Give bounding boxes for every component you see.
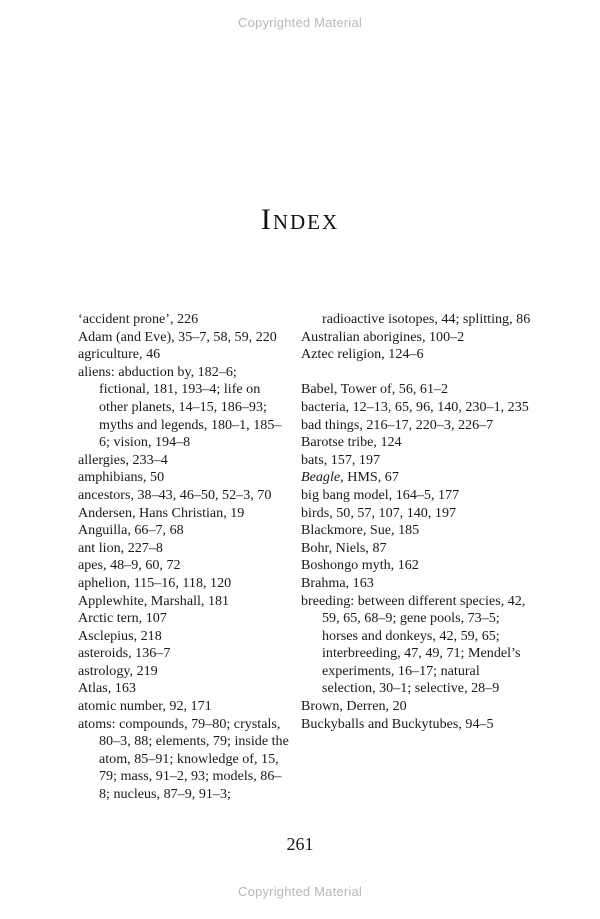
index-entry: Adam (and Eve), 35–7, 58, 59, 220: [78, 328, 277, 345]
copyright-watermark-top: Copyrighted Material: [238, 15, 362, 30]
index-entry: allergies, 233–4: [78, 451, 168, 468]
index-entry-beagle: [301, 469, 531, 487]
index-entry: ‘accident prone’, 226: [78, 311, 199, 327]
index-entry: atomic number, 92, 171: [78, 698, 212, 715]
page-number: 261: [286, 834, 314, 854]
index-entry: apes, 48–9, 60, 72: [78, 557, 181, 574]
index-entry-continuation: radioactive isotopes, 44; splitting, 86: [322, 311, 531, 327]
index-entry: ant lion, 227–8: [78, 539, 163, 556]
index-entry: Anguilla, 66–7, 68: [78, 522, 184, 539]
letter-group-separator: [301, 364, 531, 382]
index-entry: ancestors, 38–43, 46–50, 52–3, 70: [78, 486, 272, 503]
index-entry: Brown, Derren, 20: [301, 698, 407, 715]
index-entry: Australian aborigines, 100–2: [301, 328, 465, 345]
index-entry: Aztec religion, 124–6: [301, 346, 424, 363]
index-entry: Bohr, Niels, 87: [301, 539, 387, 556]
index-entry: aphelion, 115–16, 118, 120: [78, 574, 232, 591]
index-entry: Arctic tern, 107: [78, 610, 167, 627]
index-entry: Babel, Tower of, 56, 61–2: [301, 381, 449, 398]
index-entry: astrology, 219: [78, 662, 158, 679]
index-entry: birds, 50, 57, 107, 140, 197: [301, 504, 457, 521]
index-entry: amphibians, 50: [78, 469, 165, 486]
index-entry: Barotse tribe, 124: [301, 434, 402, 451]
index-entry: bad things, 216–17, 220–3, 226–7: [301, 416, 494, 433]
index-entry: Atlas, 163: [78, 680, 136, 697]
index-entry: asteroids, 136–7: [78, 645, 171, 662]
index-entry: Andersen, Hans Christian, 19: [78, 504, 245, 521]
ship-name: Beagle: [301, 469, 341, 486]
index-entry: Blackmore, Sue, 185: [301, 522, 420, 539]
index-entry: aliens: abduction by, 182–6; fictional, 181, 193–4; life on other planets, 14–15, 186–93; myths and legends, 180–1, 185–6; vision, 194–8: [78, 363, 282, 451]
index-entry: Buckyballs and Buckytubes, 94–5: [301, 715, 494, 732]
index-entry: Asclepius, 218: [78, 627, 162, 644]
page-title: Index: [260, 203, 340, 236]
index-entry: Boshongo myth, 162: [301, 557, 419, 574]
index-entry: breeding: between different species, 42, 59, 65, 68–9; gene pools, 73–5; horses and donkeys, 42, 59, 65; interbreeding, 47, 49, 71; Mendel’s experiments, 16–17; natural selection, 30–1; selective, 28–9: [301, 592, 526, 697]
index-entry: bacteria, 12–13, 65, 96, 140, 230–1, 235: [301, 398, 529, 415]
index-entry: big bang model, 164–5, 177: [301, 486, 460, 503]
index-column-right: [301, 311, 531, 733]
index-entry: agriculture, 46: [78, 346, 161, 363]
copyright-watermark-bottom: Copyrighted Material: [238, 884, 362, 899]
ship-entry-rest: , HMS, 67: [340, 469, 399, 486]
index-entry: bats, 157, 197: [301, 451, 381, 468]
index-column-left: [78, 311, 290, 804]
index-entry: Brahma, 163: [301, 574, 374, 591]
index-entry: Applewhite, Marshall, 181: [78, 592, 230, 609]
index-entry: atoms: compounds, 79–80; crystals, 80–3, 88; elements, 79; inside the atom, 85–91; knowledge of, 15, 79; mass, 91–2, 93; models, 86–8; nucleus, 87–9, 91–3;: [78, 715, 289, 803]
